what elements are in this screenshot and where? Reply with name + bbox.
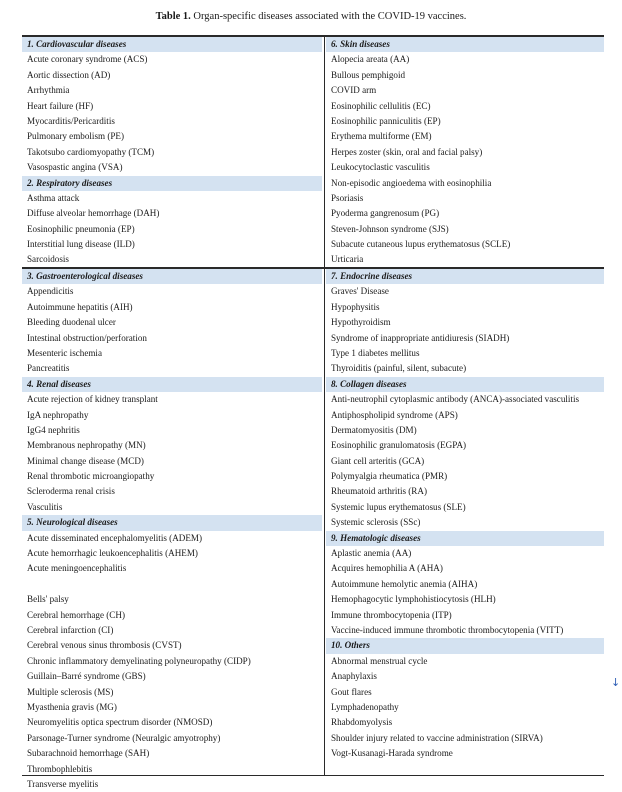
disease-row: Diffuse alveolar hemorrhage (DAH) [27, 208, 160, 219]
disease-row: Multiple sclerosis (MS) [27, 686, 114, 697]
disease-row: Scleroderma renal crisis [27, 486, 115, 497]
disease-row: Autoimmune hepatitis (AIH) [27, 301, 133, 312]
disease-row: Minimal change disease (MCD) [27, 455, 144, 466]
disease-row: Polymyalgia rheumatica (PMR) [331, 471, 448, 482]
disease-row: Non-episodic angioedema with eosinophilia [331, 177, 492, 188]
block-2-left-column [22, 269, 322, 792]
disease-row: Guillain–Barré syndrome (GBS) [27, 671, 146, 682]
section-heading-renal-diseases: 4. Renal diseases [22, 377, 322, 392]
disease-row: Bells' palsy [27, 594, 69, 605]
disease-row: Alopecia areata (AA) [331, 54, 410, 65]
disease-row: Vasospastic angina (VSA) [27, 162, 123, 173]
disease-row: Membranous nephropathy (MN) [27, 440, 146, 451]
disease-row: Neuromyelitis optica spectrum disorder (NMOSD) [27, 717, 213, 728]
down-arrow-icon: ↓ [611, 676, 621, 689]
disease-row: Dermatomyositis (DM) [331, 424, 417, 435]
disease-row: Vogt-Kusanagi-Harada syndrome [331, 748, 453, 759]
disease-row: Cerebral infarction (CI) [27, 624, 114, 635]
disease-row: IgA nephropathy [27, 409, 89, 420]
disease-row: Steven-Johnson syndrome (SJS) [331, 223, 449, 234]
caption-text: Organ-specific diseases associated with the COVID-19 vaccines. [193, 11, 467, 22]
disease-row: Type 1 diabetes mellitus [331, 347, 420, 358]
disease-row: Rhabdomyolysis [331, 717, 393, 728]
disease-row: Bullous pemphigoid [331, 69, 406, 80]
block-1-left-column [22, 37, 322, 268]
disease-row: Pancreatitis [27, 363, 70, 374]
disease-row: Anaphylaxis [331, 671, 377, 682]
section-heading-hematologic-diseases: 9. Hematologic diseases [326, 531, 604, 546]
disease-row: Bleeding duodenal ulcer [27, 317, 116, 328]
disease-row: Eosinophilic granulomatosis (EGPA) [331, 440, 467, 451]
disease-row: Chronic inflammatory demyelinating polyneuropathy (CIDP) [27, 655, 251, 666]
disease-row: Interstitial lung disease (ILD) [27, 239, 135, 250]
disease-row: Giant cell arteritis (GCA) [331, 455, 425, 466]
section-heading-skin-diseases: 6. Skin diseases [326, 37, 604, 52]
disease-row: Subarachnoid hemorrhage (SAH) [27, 748, 150, 759]
disease-row: Antiphospholipid syndrome (APS) [331, 409, 458, 420]
disease-row: Hypophysitis [331, 301, 380, 312]
disease-row: Myocarditis/Pericarditis [27, 115, 115, 126]
disease-row: Pyoderma gangrenosum (PG) [331, 208, 440, 219]
disease-row: Vasculitis [27, 501, 63, 512]
section-heading-neurological-diseases: 5. Neurological diseases [22, 515, 322, 530]
disease-row: Acute disseminated encephalomyelitis (ADEM) [27, 532, 203, 543]
disease-row: Urticaria [331, 254, 364, 265]
section-heading-cardiovascular-diseases: 1. Cardiovascular diseases [22, 37, 322, 52]
table-caption [0, 6, 622, 28]
column-divider-rule [324, 36, 325, 775]
disease-row: Acute hemorrhagic leukoencephalitis (AHEM) [27, 548, 198, 559]
disease-row: Thyroiditis (painful, silent, subacute) [331, 363, 467, 374]
disease-row: Anti-neutrophil cytoplasmic antibody (ANCA)-associated vasculitis [331, 394, 580, 405]
disease-row: Parsonage-Turner syndrome (Neuralgic amyotrophy) [27, 732, 221, 743]
disease-row: Aortic dissection (AD) [27, 69, 111, 80]
section-heading-endocrine-diseases: 7. Endocrine diseases [326, 269, 604, 284]
disease-row: Acquires hemophilia A (AHA) [331, 563, 443, 574]
disease-row: Autoimmune hemolytic anemia (AIHA) [331, 578, 478, 589]
disease-row: Cerebral venous sinus thrombosis (CVST) [27, 640, 182, 651]
disease-row: Graves' Disease [331, 286, 389, 297]
disease-row: Takotsubo cardiomyopathy (TCM) [27, 146, 155, 157]
disease-row: IgG4 nephritis [27, 424, 80, 435]
disease-row: Appendicitis [27, 286, 74, 297]
disease-row: Psoriasis [331, 192, 364, 203]
disease-row: Lymphadenopathy [331, 701, 399, 712]
disease-row: Intestinal obstruction/perforation [27, 332, 147, 343]
caption-label: Table 1. [155, 11, 191, 22]
disease-row: Heart failure (HF) [27, 100, 94, 111]
disease-row: Arrhythmia [27, 85, 70, 96]
disease-row: Mesenteric ischemia [27, 347, 102, 358]
disease-row: Shoulder injury related to vaccine administration (SIRVA) [331, 732, 543, 743]
disease-row: Eosinophilic pneumonia (EP) [27, 223, 135, 234]
disease-row: Immune thrombocytopenia (ITP) [331, 609, 452, 620]
disease-row: Herpes zoster (skin, oral and facial palsy) [331, 146, 483, 157]
disease-row: Aplastic anemia (AA) [331, 548, 412, 559]
disease-row: Acute meningoencephalitis [27, 563, 127, 574]
disease-row: Systemic lupus erythematosus (SLE) [331, 501, 466, 512]
disease-row: Eosinophilic cellulitis (EC) [331, 100, 431, 111]
disease-row: Subacute cutaneous lupus erythematosus (SCLE) [331, 239, 511, 250]
disease-row: Acute coronary syndrome (ACS) [27, 54, 148, 65]
disease-row: Thrombophlebitis [27, 763, 93, 774]
disease-row: Gout flares [331, 686, 372, 697]
section-heading-others: 10. Others [326, 638, 604, 653]
disease-row: Myasthenia gravis (MG) [27, 701, 117, 712]
disease-row: Leukocytoclastic vasculitis [331, 162, 430, 173]
disease-row: Acute rejection of kidney transplant [27, 394, 158, 405]
disease-row: Hemophagocytic lymphohistiocytosis (HLH) [331, 594, 496, 605]
section-heading-gastroenterological-diseases: 3. Gastroenterological diseases [22, 269, 322, 284]
section-heading-collagen-diseases: 8. Collagen diseases [326, 377, 604, 392]
disease-row: Abnormal menstrual cycle [331, 655, 428, 666]
disease-row: COVID arm [331, 85, 377, 96]
section-heading-respiratory-diseases: 2. Respiratory diseases [22, 176, 322, 191]
block-2-right-column [326, 269, 604, 762]
disease-row: Cerebral hemorrhage (CH) [27, 609, 125, 620]
disease-row: Syndrome of inappropriate antidiuresis (SIADH) [331, 332, 510, 343]
disease-row: Renal thrombotic microangiopathy [27, 471, 155, 482]
disease-row [22, 577, 322, 592]
disease-row: Erythema multiforme (EM) [331, 131, 432, 142]
disease-row: Eosinophilic panniculitis (EP) [331, 115, 441, 126]
disease-row: Sarcoidosis [27, 254, 69, 265]
disease-row: Hypothyroidism [331, 317, 391, 328]
disease-row: Rheumatoid arthritis (RA) [331, 486, 427, 497]
disease-row: Asthma attack [27, 192, 80, 203]
disease-row: Vaccine-induced immune thrombotic thrombocytopenia (VITT) [331, 624, 564, 635]
block-1-right-column [326, 37, 604, 268]
disease-row: Systemic sclerosis (SSc) [331, 517, 421, 528]
disease-row: Transverse myelitis [27, 778, 99, 789]
disease-row: Pulmonary embolism (PE) [27, 131, 124, 142]
